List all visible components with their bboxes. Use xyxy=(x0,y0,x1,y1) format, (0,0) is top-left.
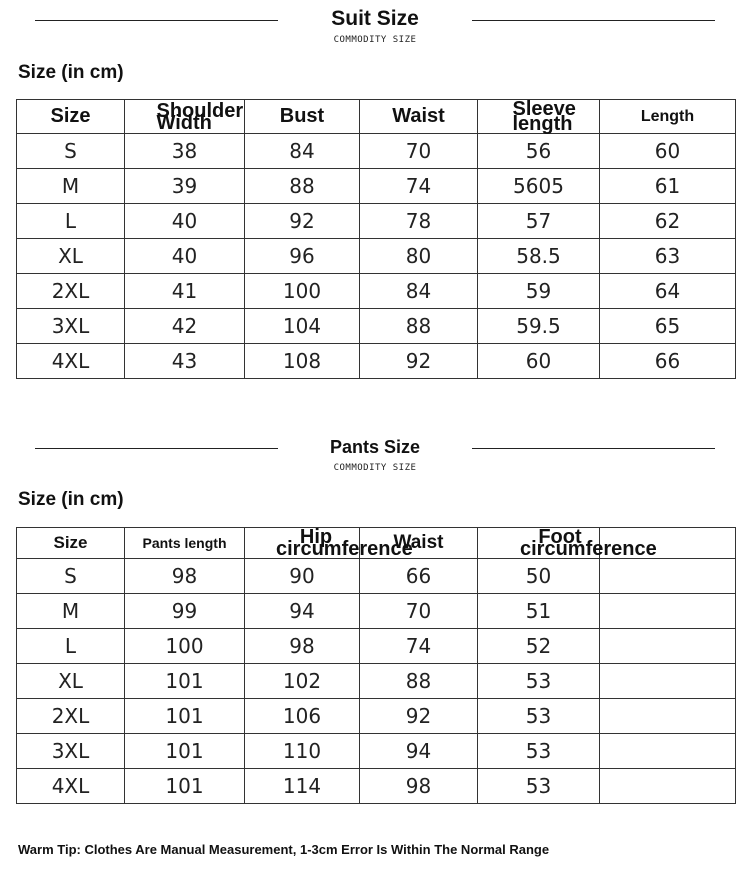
header-length: Length xyxy=(600,100,736,134)
cell-foot: 52 xyxy=(478,629,600,664)
cell-size: 3XL xyxy=(17,309,125,344)
cell-shoulder: 40 xyxy=(125,204,245,239)
cell-hip: 106 xyxy=(245,699,360,734)
cell-bust: 92 xyxy=(245,204,360,239)
cell-waist: 70 xyxy=(360,134,478,169)
cell-pants-length: 99 xyxy=(125,594,245,629)
cell-sleeve: 59 xyxy=(478,274,600,309)
table-row xyxy=(17,274,736,309)
header-sleeve-length xyxy=(478,97,600,135)
cell-size: L xyxy=(17,629,125,664)
table-row xyxy=(17,664,736,699)
table-row xyxy=(17,769,736,804)
pants-size-note: Size (in cm) xyxy=(18,489,124,510)
cell-pants-length: 101 xyxy=(125,734,245,769)
cell-empty xyxy=(600,734,736,769)
header-bust: Bust xyxy=(245,100,360,134)
cell-sleeve: 56 xyxy=(478,134,600,169)
cell-empty xyxy=(600,629,736,664)
table-header-row xyxy=(17,100,736,134)
cell-foot: 53 xyxy=(478,699,600,734)
cell-waist: 74 xyxy=(360,169,478,204)
table-row xyxy=(17,204,736,239)
header-pants-length: Pants length xyxy=(125,528,245,559)
cell-size: 2XL xyxy=(17,274,125,309)
cell-waist: 88 xyxy=(360,664,478,699)
cell-hip: 98 xyxy=(245,629,360,664)
cell-shoulder: 40 xyxy=(125,239,245,274)
cell-sleeve: 5605 xyxy=(478,169,600,204)
header-waist: Waist xyxy=(360,100,478,134)
table-row xyxy=(17,734,736,769)
cell-bust: 100 xyxy=(245,274,360,309)
suit-subtitle: COMMODITY SIZE xyxy=(333,35,417,45)
cell-bust: 104 xyxy=(245,309,360,344)
cell-pants-length: 100 xyxy=(125,629,245,664)
cell-size: 4XL xyxy=(17,344,125,379)
header-shoulder-width xyxy=(125,100,245,134)
table-row xyxy=(17,594,736,629)
cell-size: M xyxy=(17,594,125,629)
cell-length: 63 xyxy=(600,239,736,274)
pants-title: Pants Size xyxy=(329,437,421,457)
cell-hip: 114 xyxy=(245,769,360,804)
cell-size: XL xyxy=(17,664,125,699)
cell-waist: 98 xyxy=(360,769,478,804)
cell-waist: 84 xyxy=(360,274,478,309)
cell-size: 3XL xyxy=(17,734,125,769)
cell-waist: 80 xyxy=(360,239,478,274)
cell-pants-length: 101 xyxy=(125,699,245,734)
table-header-row xyxy=(17,528,736,559)
cell-pants-length: 101 xyxy=(125,664,245,699)
table-row xyxy=(17,699,736,734)
cell-length: 66 xyxy=(600,344,736,379)
cell-waist: 92 xyxy=(360,344,478,379)
cell-size: L xyxy=(17,204,125,239)
cell-empty xyxy=(600,594,736,629)
cell-foot: 53 xyxy=(478,734,600,769)
header-shoulder-width-text: Shoulder Width xyxy=(156,99,244,134)
cell-foot: 50 xyxy=(478,559,600,594)
header-foot-text: Foot circumference xyxy=(520,526,657,560)
cell-foot: 53 xyxy=(478,769,600,804)
suit-size-note: Size (in cm) xyxy=(18,62,124,83)
cell-waist: 78 xyxy=(360,204,478,239)
cell-size: XL xyxy=(17,239,125,274)
table-row xyxy=(17,239,736,274)
table-row xyxy=(17,629,736,664)
cell-hip: 90 xyxy=(245,559,360,594)
warm-tip: Warm Tip: Clothes Are Manual Measurement, 1-3cm Error Is Within The Normal Range xyxy=(18,842,550,857)
header-hip-circumference xyxy=(245,526,413,560)
cell-foot: 53 xyxy=(478,664,600,699)
cell-length: 62 xyxy=(600,204,736,239)
cell-shoulder: 39 xyxy=(125,169,245,204)
cell-size: S xyxy=(17,134,125,169)
table-row xyxy=(17,134,736,169)
cell-length: 61 xyxy=(600,169,736,204)
cell-hip: 94 xyxy=(245,594,360,629)
cell-empty xyxy=(600,559,736,594)
cell-length: 64 xyxy=(600,274,736,309)
cell-foot: 51 xyxy=(478,594,600,629)
header-waist: Waist xyxy=(360,528,478,559)
cell-shoulder: 41 xyxy=(125,274,245,309)
cell-pants-length: 101 xyxy=(125,769,245,804)
cell-empty xyxy=(600,699,736,734)
header-sleeve-length-text: Sleeve length xyxy=(512,97,576,135)
suit-size-table xyxy=(16,99,736,379)
cell-bust: 108 xyxy=(245,344,360,379)
header-size: Size xyxy=(17,100,125,134)
cell-pants-length: 98 xyxy=(125,559,245,594)
pants-subtitle: COMMODITY SIZE xyxy=(333,463,417,473)
cell-hip: 102 xyxy=(245,664,360,699)
cell-length: 60 xyxy=(600,134,736,169)
cell-size: M xyxy=(17,169,125,204)
cell-shoulder: 38 xyxy=(125,134,245,169)
cell-empty xyxy=(600,769,736,804)
table-row xyxy=(17,309,736,344)
cell-bust: 84 xyxy=(245,134,360,169)
cell-shoulder: 43 xyxy=(125,344,245,379)
suit-title: Suit Size xyxy=(331,7,419,30)
cell-sleeve: 60 xyxy=(478,344,600,379)
cell-sleeve: 59.5 xyxy=(478,309,600,344)
pants-size-table xyxy=(16,527,736,804)
cell-waist: 66 xyxy=(360,559,478,594)
header-foot-circumference xyxy=(478,526,657,560)
cell-empty xyxy=(600,664,736,699)
cell-sleeve: 57 xyxy=(478,204,600,239)
cell-size: 4XL xyxy=(17,769,125,804)
cell-bust: 88 xyxy=(245,169,360,204)
cell-shoulder: 42 xyxy=(125,309,245,344)
cell-waist: 88 xyxy=(360,309,478,344)
table-row xyxy=(17,169,736,204)
cell-bust: 96 xyxy=(245,239,360,274)
cell-waist: 94 xyxy=(360,734,478,769)
cell-waist: 70 xyxy=(360,594,478,629)
cell-length: 65 xyxy=(600,309,736,344)
cell-hip: 110 xyxy=(245,734,360,769)
header-size: Size xyxy=(17,528,125,559)
cell-waist: 92 xyxy=(360,699,478,734)
cell-size: 2XL xyxy=(17,699,125,734)
header-hip-text: Hip circumference xyxy=(276,526,413,560)
cell-waist: 74 xyxy=(360,629,478,664)
table-row xyxy=(17,344,736,379)
cell-size: S xyxy=(17,559,125,594)
table-row xyxy=(17,559,736,594)
cell-sleeve: 58.5 xyxy=(478,239,600,274)
